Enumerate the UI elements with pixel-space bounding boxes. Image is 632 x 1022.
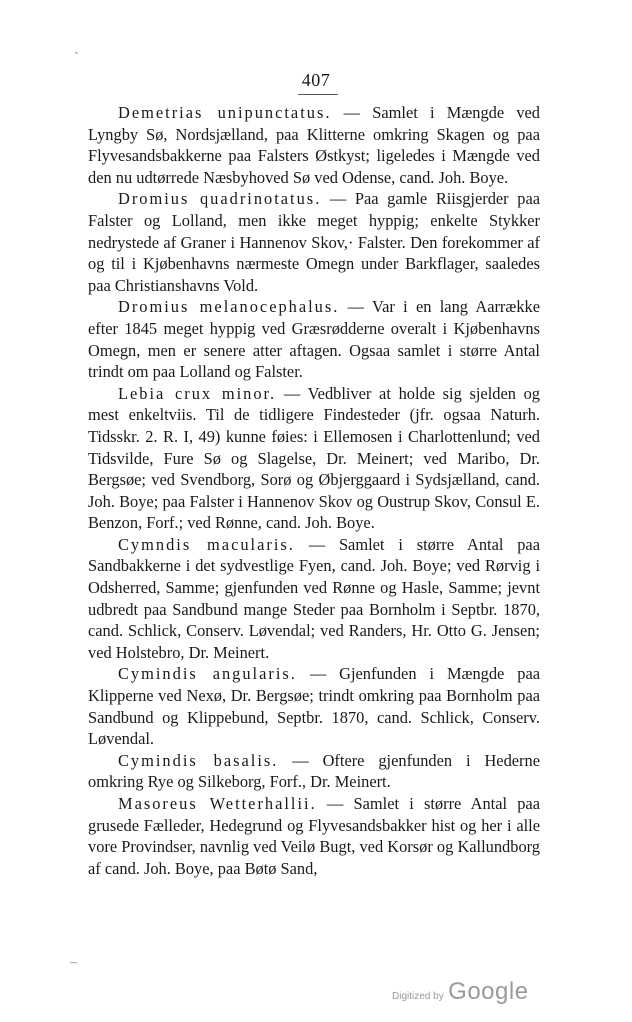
paragraph-masoreus-wetterhallii (88, 793, 540, 879)
paragraph-cymindis-basalis (88, 750, 540, 793)
stray-mark-top: ˎ (74, 40, 79, 55)
google-logo: Google (448, 978, 529, 1005)
stray-mark-bottom: – (70, 955, 77, 970)
paragraph-text: — Var i en lang Aarrække efter 1845 meget hyppig ved Græsrødderne overalt i Kjøbenhavns Omegn, men er senere atter aftagen. Ogsaa samlet i større Antal trindt om paa Lolland og Falster. (88, 297, 540, 382)
species-name: Dromius melanocephalus. (118, 297, 340, 317)
species-name: Demetrias unipunctatus. (118, 103, 332, 122)
paragraph-text: — Samlet i større Antal paa grusede Fælleder, Hedegrund og Flyvesandsbakker hist og her i alle vore Provindser, navnlig ved Veilø Bugt, ved Korsør og Kallundborg af cand. Joh. Boye, paa Bøtø Sand, (88, 794, 540, 878)
species-name: Cymindis basalis. (118, 750, 279, 770)
paragraph-text: — Oftere gjenfunden i Hederne omkring Rye og Silkeborg, Forf., Dr. Meinert. (88, 750, 540, 792)
species-name: Dromius quadrinotatus. (118, 189, 322, 209)
watermark-prefix: Digitized by (392, 991, 444, 1002)
species-name: Lebia crux minor. (118, 383, 277, 403)
page-number: 407 (301, 70, 331, 90)
paragraph-lebia-crux-minor (88, 383, 540, 534)
paragraph-dromius-melanocephalus (88, 296, 540, 382)
page-number-rule (298, 94, 338, 95)
species-name: Cymindis angularis. (118, 664, 297, 684)
paragraph-demetrias-unipunctatus (88, 102, 540, 188)
paragraph-cymndis-macularis (88, 534, 540, 664)
paragraph-cymindis-angularis (88, 663, 540, 749)
paragraph-text: — Vedbliver at holde sig sjelden og mest enkeltviis. Til de tidligere Findesteder (jfr. ogsaa Naturh. Tidsskr. 2. R. I, 49) kunne føies: i Ellemosen i Charlottenlund; ved Tidsvilde, Fure Sø og Slagelse, Dr. Meinert; ved Maribo, Dr. Bergsøe; ved Svendborg, Sorø og Øbjerggaard i Sydsjælland, cand. Joh. Boye; paa Falster i Hannenov Skov og Oustrup Skov, Consul E. Benzon, Forf.; ved Rønne, cand. Joh. Boye. (88, 383, 541, 533)
paragraph-text: — Gjenfunden i Mængde paa Klipperne ved Nexø, Dr. Bergsøe; trindt omkring paa Bornholm paa Sandbund og Klippebund, Septbr. 1870, cand. Schlick, Conserv. Løvendal. (88, 664, 541, 749)
paragraph-text: — Samlet i større Antal paa Sandbakkerne i det sydvestlige Fyen, cand. Joh. Boye; ved Rørvig i Odsherred, Samme; gjenfunden ved Rønne og Hasle, Samme; jevnt udbredt paa Sandbund mange Steder paa Bornholm i Septbr. 1870, cand. Schlick, Conserv. Løvendal; ved Randers, Hr. Otto G. Jensen; ved Holstebro, Dr. Meinert. (88, 534, 540, 662)
paragraph-text: — Paa gamle Riisgjerder paa Falster og Lolland, men ikke meget hyppig; enkelte Stykker nedrystede af Graner i Hannenov Skov,· Falster. Den forekommer af og til i Kjøbenhavns nærmeste Omegn under Barkflager, saaledes paa Christianshavns Vold. (88, 189, 540, 295)
paragraph-text: — Samlet i Mængde ved Lyngby Sø, Nordsjælland, paa Klitterne omkring Skagen og paa Flyvesandsbakkerne paa Falsters Østkyst; ligeledes i Mængde ved den nu udtørrede Næsbyhoved Sø ved Odense, cand. Joh. Boye. (88, 103, 540, 187)
text-block (88, 102, 540, 879)
species-name: Cymndis macularis. (118, 534, 295, 554)
digitized-by-watermark (392, 978, 529, 1006)
species-name: Masoreus Wetterhallii. (118, 794, 317, 813)
paragraph-dromius-quadrinotatus (88, 188, 540, 296)
